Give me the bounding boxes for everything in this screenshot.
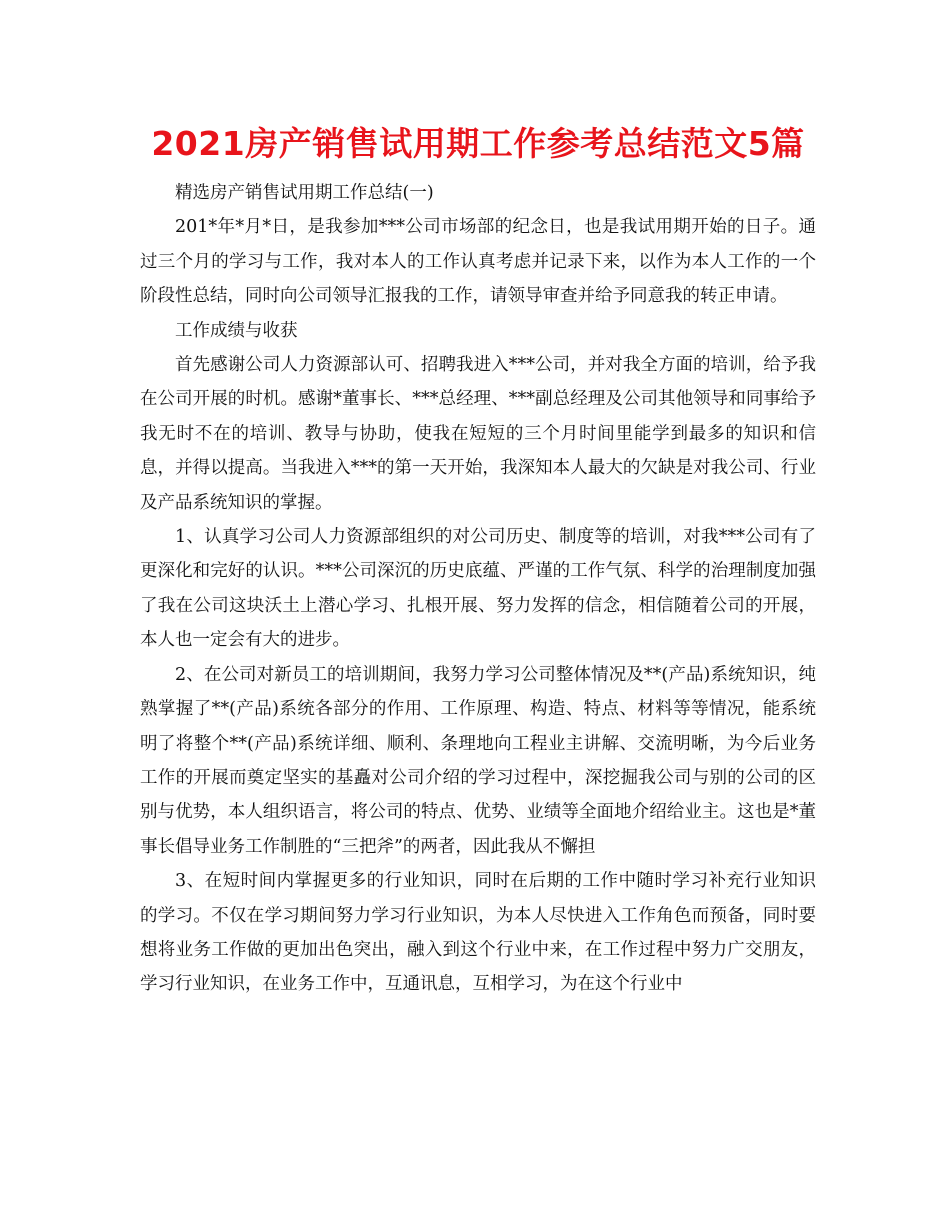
section-subtitle: 精选房产销售试用期工作总结(一) (175, 183, 434, 203)
paragraph-item-3: 3、在短时间内掌握更多的行业知识，同时在后期的工作中随时学习补充行业知识的学习。不仅在学习期间努力学习行业知识，为本人尽快进入工作角色而预备，同时要想将业务工作做的更加出色突出，融入到这个行业中来，在工作过程中努力广交朋友，学习行业知识，在业务工作中，互通讯息，互相学习，为在这个行业中 (140, 871, 816, 995)
document-title: 2021房产销售试用期工作参考总结范文5篇 (151, 124, 805, 163)
document-page (140, 118, 816, 1002)
section-heading-achievements: 工作成绩与收获 (175, 320, 298, 341)
paragraph-item-1: 1、认真学习公司人力资源部组织的对公司历史、制度等的培训，对我***公司有了更深化和完好的认识。***公司深沉的历史底蕴、严谨的工作气氛、科学的治理制度加强了我在公司这块沃土上潜心学习、扎根开展、努力发挥的信念，相信随着公司的开展，本人也一定会有大的进步。 (140, 527, 816, 651)
paragraph-intro: 201*年*月*日，是我参加***公司市场部的纪念日，也是我试用期开始的日子。通过三个月的学习与工作，我对本人的工作认真考虑并记录下来，以作为本人工作的一个阶段性总结，同时向公司领导汇报我的工作，请领导审查并给予同意我的转正申请。 (140, 217, 816, 307)
paragraph-item-2: 2、在公司对新员工的培训期间，我努力学习公司整体情况及**(产品)系统知识，纯熟掌握了**(产品)系统各部分的作用、工作原理、构造、特点、材料等等情况，能系统明了将整个**(产品)系统详细、顺利、条理地向工程业主讲解、交流明晰，为今后业务工作的开展而奠定坚实的基矗对公司介绍的学习过程中，深挖掘我公司与别的公司的区别与优势，本人组织语言，将公司的特点、优势、业绩等全面地介绍给业主。这也是*董事长倡导业务工作制胜的“三把斧”的两者，因此我从不懈担 (140, 664, 816, 857)
paragraph-thanks: 首先感谢公司人力资源部认可、招聘我进入***公司，并对我全方面的培训，给予我在公司开展的时机。感谢*董事长、***总经理、***副总经理及公司其他领导和同事给予我无时不在的培训、教导与协助，使我在短短的三个月时间里能学到最多的知识和信息，并得以提高。当我进入***的第一天开始，我深知本人最大的欠缺是对我公司、行业及产品系统知识的掌握。 (140, 355, 816, 513)
